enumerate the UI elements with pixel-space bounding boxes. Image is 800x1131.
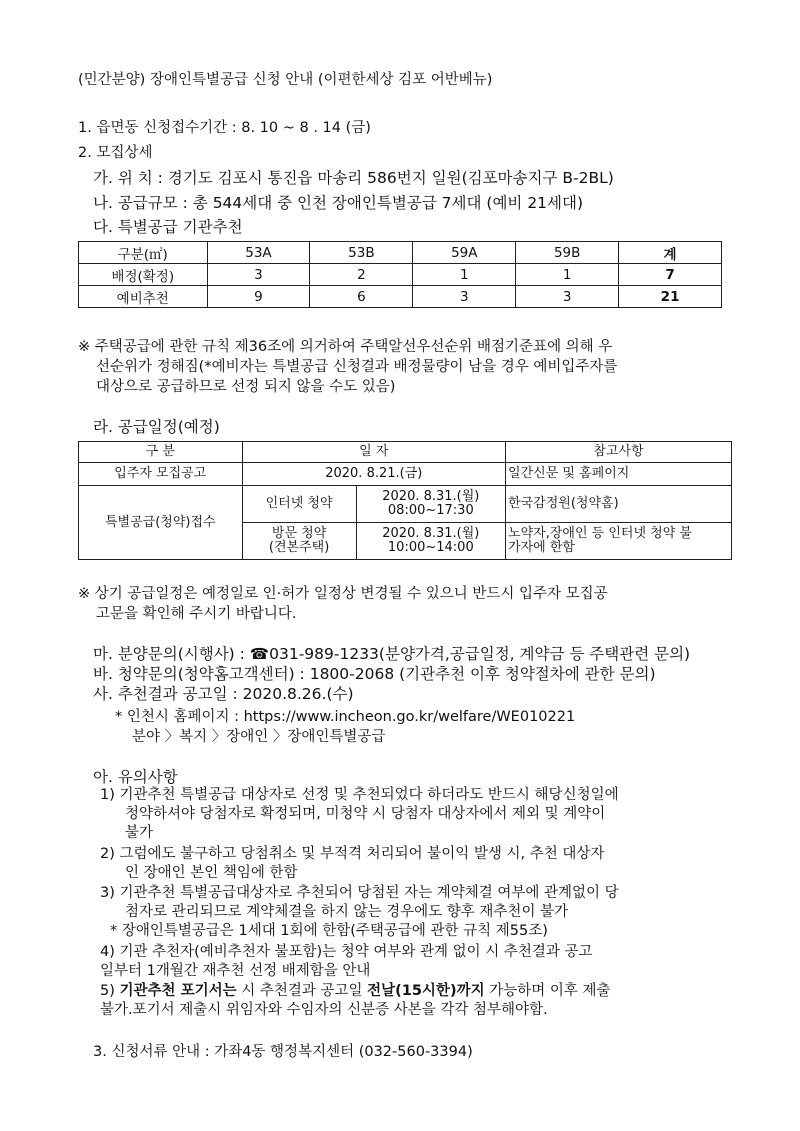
section-3-documents: 3. 신청서류 안내 : 가좌4동 행정복지센터 (032-560-3394) — [93, 1044, 473, 1060]
website-path-line: 분야 〉복지 〉장애인 〉장애인특별공급 — [132, 729, 386, 745]
table-cell: 입주자 모집공고 — [79, 463, 243, 486]
table-cell: 특별공급(청약)접수 — [79, 486, 243, 560]
table-cell: 7 — [619, 264, 722, 286]
caution-3-line-1: 3) 기관추천 특별공급대상자로 추천되어 당첨된 자는 계약체결 여부에 관계없이 당 — [100, 885, 619, 901]
note-1-line-2: 선순위가 정해짐(*예비자는 특별공급 신청결과 배정물량이 남을 경우 예비입주자를 — [96, 359, 618, 375]
table-cell: 한국감정원(청약홈) — [506, 486, 732, 523]
table-header-cell: 59B — [516, 242, 619, 264]
sales-inquiry-line: 마. 분양문의(시행사) : ☎031-989-1233(분양가격,공급일정, 계약금 등 주택관련 문의) — [93, 645, 691, 663]
table-cell — [506, 523, 732, 560]
table-cell: 3 — [516, 286, 619, 308]
table-cell: 2020. 8.21.(금) — [242, 463, 505, 486]
caution-5-bold: 기관추천 포기서는 — [119, 983, 237, 999]
table-cell: 3 — [413, 286, 516, 308]
method-text: 방문 청약 — [271, 526, 327, 541]
table-row — [79, 264, 722, 286]
table-row — [79, 286, 722, 308]
table-header-row — [79, 242, 722, 264]
caution-1-line-1: 1) 기관추천 특별공급 대상자로 선정 및 추천되었다 하더라도 반드시 해당신청일에 — [100, 787, 619, 803]
table-header-cell: 59A — [413, 242, 516, 264]
section-1-period: 1. 읍면동 신청접수기간 : 8. 10 ~ 8 . 14 (금) — [78, 120, 371, 136]
note-1-line-1: ※ 주택공급에 관한 규칙 제36조에 의거하여 주택알선우선순위 배점기준표에 의해 우 — [78, 339, 613, 355]
table-cell: 배정(확정) — [79, 264, 208, 286]
date-text: 2020. 8.31.(월) — [382, 489, 480, 504]
special-supply-heading: 다. 특별공급 기관추천 — [93, 218, 243, 236]
table-cell: 1 — [516, 264, 619, 286]
table-header-cell: 계 — [619, 242, 722, 264]
table-cell: 9 — [207, 286, 310, 308]
note-1-line-3: 대상으로 공급하므로 선정 되지 않을 수도 있음) — [96, 379, 396, 395]
announcement-date-line: 사. 추천결과 공고일 : 2020.8.26.(수) — [93, 685, 354, 703]
note-text: 노약자,장애인 등 인터넷 청약 불 — [508, 526, 692, 541]
caution-5-line-2: 불가.포기서 제출시 위임자와 수임자의 신분증 사본을 각각 첨부해야함. — [100, 1002, 548, 1018]
table-row — [79, 463, 732, 486]
date-text: 2020. 8.31.(월) — [382, 526, 480, 541]
table-header-cell: 53B — [310, 242, 413, 264]
table-cell: 인터넷 청약 — [242, 486, 356, 523]
table-cell: 6 — [310, 286, 413, 308]
table-header-cell: 구분(㎡) — [79, 242, 208, 264]
caution-3-line-2: 첨자로 관리되므로 계약체결을 하지 않는 경우에도 향후 재추천이 불가 — [125, 904, 569, 920]
table-header-row — [79, 442, 732, 463]
table-cell — [356, 486, 505, 523]
table-cell: 21 — [619, 286, 722, 308]
table-row — [79, 486, 732, 523]
cautions-heading: 아. 유의사항 — [93, 768, 178, 786]
caution-1-line-3: 불가 — [125, 825, 154, 841]
allocation-table — [78, 241, 722, 308]
table-cell: 3 — [207, 264, 310, 286]
caution-5-part: 5) — [100, 983, 120, 999]
schedule-heading: 라. 공급일정(예정) — [93, 418, 220, 436]
website-line: * 인천시 홈페이지 : https://www.incheon.go.kr/welfare/WE010221 — [115, 709, 576, 725]
caution-2-line-1: 2) 그럼에도 불구하고 당첨취소 및 부적격 처리되어 불이익 발생 시, 추천 대상자 — [100, 846, 605, 862]
table-cell — [356, 523, 505, 560]
table-cell: 1 — [413, 264, 516, 286]
caution-1-line-2: 청약하셔야 당첨자로 확정되며, 미청약 시 당첨자 대상자에서 제외 및 계약이 — [125, 806, 606, 822]
caution-5-line-1 — [100, 982, 610, 1000]
caution-5-part: 가능하며 이후 제출 — [484, 983, 611, 999]
document-title: (민간분양) 장애인특별공급 신청 안내 (이편한세상 김포 어반베뉴) — [78, 72, 493, 88]
note-text: 가자에 한함 — [508, 540, 575, 555]
caution-4-line-1: 4) 기관 추천자(예비추천자 불포함)는 청약 여부와 관계 없이 시 추천결과 공고 — [100, 944, 593, 960]
caution-3-line-3: * 장애인특별공급은 1세대 1회에 한함(주택공급에 관한 규칙 제55조) — [110, 923, 548, 939]
caution-2-line-2: 인 장애인 본인 책임에 한함 — [125, 865, 298, 881]
table-header-cell: 일 자 — [242, 442, 505, 463]
note-2-line-2: 고문을 확인해 주시기 바랍니다. — [96, 606, 297, 622]
caution-5-bold: 전날(15시한)까지 — [367, 983, 485, 999]
method-sub-text: (견본주택) — [268, 540, 330, 555]
caution-4-line-2: 일부터 1개월간 재추천 선정 배제함을 안내 — [100, 963, 371, 979]
table-header-cell: 참고사항 — [506, 442, 732, 463]
subscription-inquiry-line: 바. 청약문의(청약홈고객센터) : 1800-2068 (기관추천 이후 청약절차에 관한 문의) — [93, 665, 656, 683]
table-header-cell: 53A — [207, 242, 310, 264]
table-cell: 일간신문 및 홈페이지 — [506, 463, 732, 486]
location-line: 가. 위 치 : 경기도 김포시 통진읍 마송리 586번지 일원(김포마송지구 B-2BL) — [93, 169, 614, 187]
table-cell: 2 — [310, 264, 413, 286]
time-text: 10:00~14:00 — [387, 540, 474, 555]
caution-5-part: 시 추천결과 공고일 — [236, 983, 368, 999]
section-2-heading: 2. 모집상세 — [78, 145, 153, 161]
schedule-table — [78, 441, 732, 560]
note-2-line-1: ※ 상기 공급일정은 예정일로 인·허가 일정상 변경될 수 있으니 반드시 입주자 모집공 — [78, 586, 608, 602]
supply-scale-line: 나. 공급규모 : 총 544세대 중 인천 장애인특별공급 7세대 (예비 21세대) — [93, 194, 584, 212]
table-cell — [242, 523, 356, 560]
time-text: 08:00~17:30 — [387, 503, 474, 518]
table-header-cell: 구 분 — [79, 442, 243, 463]
table-cell: 예비추천 — [79, 286, 208, 308]
